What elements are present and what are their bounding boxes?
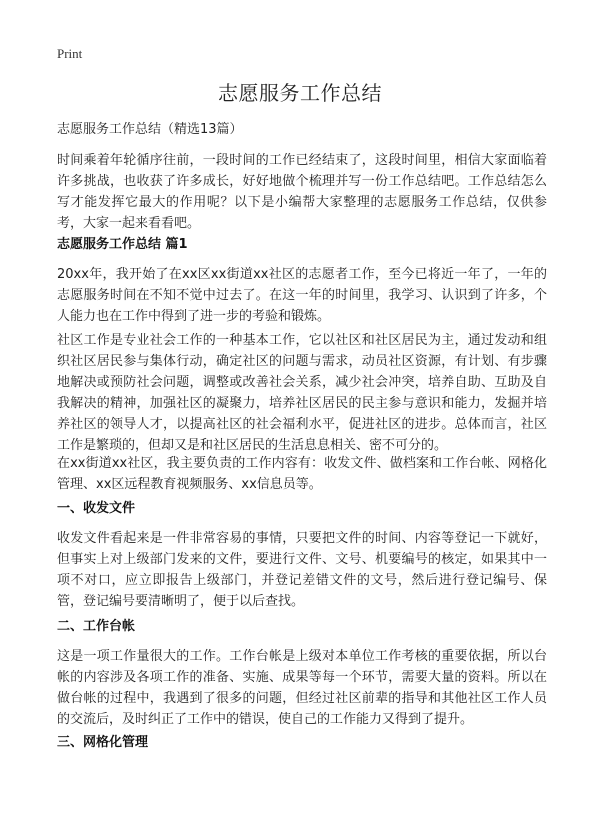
print-link[interactable]: Print — [57, 46, 83, 61]
subheading-1: 一、收发文件 — [57, 501, 136, 516]
paragraph-2: 社区工作是专业社会工作的一种基本工作，它以社区和社区居民为主，通过发动和组织社区居民参与集体行动，确定社区的问题与需求，动员社区资源，有计划、有步骤地解决或预防社会问题，调整或改善社会关系，减少社会冲突，培养自助、互助及自我解决的精神，加强社区的凝聚力，培养社区居民的民主参与意识和能力，发掘并培养社区的领导人才，以提高社区的社会福利水平，促进社区的进步。总体而言，社区工作是繁琐的，但却又是和社区居民的生活息息相关、密不可分的。 — [57, 333, 547, 453]
subheading-2: 二、工作台帐 — [57, 619, 136, 634]
paragraph-1: 20xx年，我开始了在xx区xx街道xx社区的志愿者工作，至今已将近一年了，一年的志愿服务时间在不知不觉中过去了。在这一年的时间里，我学习、认识到了许多，个人能力也在工作中得到了进一步的考验和锻炼。 — [57, 267, 547, 324]
section-heading: 志愿服务工作总结 篇1 — [57, 237, 188, 252]
sub2-paragraph: 这是一项工作量很大的工作。工作台帐是上级对本单位工作考核的重要依据，所以台帐的内容涉及各项工作的准备、实施、成果等每一个环节，需要大量的资料。所以在做台帐的过程中，我遇到了很多的问题，但经过社区前辈的指导和其他社区工作人员的交流后，及时纠正了工作中的错误，使自己的工作能力又得到了提升。 — [57, 649, 547, 727]
paragraph-3: 在xx街道xx社区，我主要负责的工作内容有：收发文件、做档案和工作台帐、网格化管理、xx区远程教育视频服务、xx信息员等。 — [57, 456, 547, 492]
document-subtitle: 志愿服务工作总结（精选13篇） — [57, 122, 243, 137]
sub1-paragraph: 收发文件看起来是一件非常容易的事情，只要把文件的时间、内容等登记一下就好，但事实上对上级部门发来的文件，要进行文件、文号、机要编号的核定，如果其中一项不对口，应立即报告上级部门，并登记差错文件的文号，然后进行登记编号、保管，登记编号要清晰明了，便于以后查找。 — [57, 531, 547, 609]
subheading-3: 三、网格化管理 — [57, 735, 149, 750]
page-title: 志愿服务工作总结 — [218, 81, 382, 105]
intro-paragraph: 时间乘着年轮循序往前，一段时间的工作已经结束了，这段时间里，相信大家面临着许多挑战，也收获了许多成长，好好地做个梳理并写一份工作总结吧。工作总结怎么写才能发挥它最大的作用呢？以下是小编帮大家整理的志愿服务工作总结，仅供参考，大家一起来看看吧。 — [57, 153, 547, 231]
